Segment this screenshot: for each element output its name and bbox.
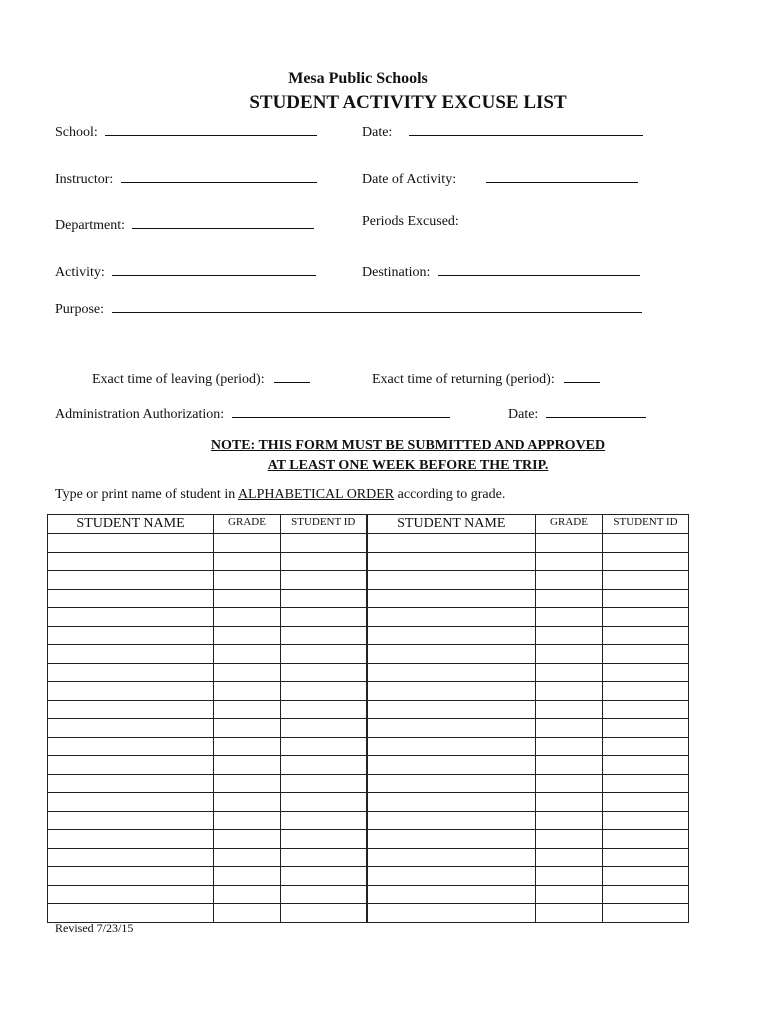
department-input-line[interactable]: [132, 214, 314, 229]
destination-field: [362, 261, 640, 281]
student-name-cell[interactable]: [367, 830, 536, 849]
date-of-activity-input-line[interactable]: [486, 168, 638, 183]
table-row: [48, 756, 689, 775]
student-id-cell[interactable]: [603, 756, 689, 775]
student-id-cell[interactable]: [603, 867, 689, 886]
activity-label: Activity:: [55, 265, 105, 280]
grade-cell[interactable]: [536, 885, 603, 904]
grade-cell[interactable]: [214, 663, 281, 682]
table-row: [48, 811, 689, 830]
grade-cell[interactable]: [536, 793, 603, 812]
department-label: Department:: [55, 218, 125, 233]
student-name-cell[interactable]: [48, 626, 214, 645]
grade-cell[interactable]: [536, 737, 603, 756]
grade-cell[interactable]: [536, 867, 603, 886]
student-name-cell[interactable]: [48, 719, 214, 738]
student-id-cell[interactable]: [603, 830, 689, 849]
table-row: [48, 793, 689, 812]
student-id-cell[interactable]: [603, 589, 689, 608]
grade-cell[interactable]: [536, 608, 603, 627]
table-row: [48, 885, 689, 904]
grade-cell[interactable]: [214, 774, 281, 793]
submission-note-line2: AT LEAST ONE WEEK BEFORE THE TRIP.: [267, 458, 549, 473]
grade-cell[interactable]: [214, 737, 281, 756]
col-header-student-id-2: STUDENT ID: [603, 515, 689, 534]
table-row: [48, 737, 689, 756]
instructor-label: Instructor:: [55, 172, 114, 187]
student-name-cell[interactable]: [48, 811, 214, 830]
student-name-cell[interactable]: [367, 737, 536, 756]
grade-cell[interactable]: [214, 589, 281, 608]
col-header-grade-2: GRADE: [536, 515, 603, 534]
grade-cell[interactable]: [536, 663, 603, 682]
student-id-cell[interactable]: [281, 737, 367, 756]
student-id-cell[interactable]: [281, 700, 367, 719]
student-name-cell[interactable]: [48, 608, 214, 627]
grade-cell[interactable]: [536, 848, 603, 867]
student-name-cell[interactable]: [48, 793, 214, 812]
table-row: [48, 534, 689, 553]
student-id-cell[interactable]: [281, 885, 367, 904]
school-field: [55, 121, 317, 141]
revised-date: Revised 7/23/15: [55, 921, 134, 935]
grade-cell[interactable]: [214, 571, 281, 590]
grade-cell[interactable]: [214, 904, 281, 923]
student-name-cell[interactable]: [48, 867, 214, 886]
table-row: [48, 904, 689, 923]
student-name-cell[interactable]: [367, 645, 536, 664]
grade-cell[interactable]: [536, 589, 603, 608]
grade-cell[interactable]: [214, 645, 281, 664]
student-id-cell[interactable]: [603, 885, 689, 904]
table-row: [48, 645, 689, 664]
student-name-cell[interactable]: [367, 793, 536, 812]
student-id-cell[interactable]: [603, 626, 689, 645]
grade-cell[interactable]: [536, 756, 603, 775]
student-name-cell[interactable]: [48, 885, 214, 904]
table-row: [48, 682, 689, 701]
student-id-cell[interactable]: [603, 793, 689, 812]
admin-auth-input-line[interactable]: [232, 403, 450, 418]
student-id-cell[interactable]: [281, 682, 367, 701]
table-row: [48, 608, 689, 627]
student-table: [47, 514, 689, 923]
student-id-cell[interactable]: [281, 904, 367, 923]
returning-period-label: Exact time of returning (period):: [372, 372, 555, 387]
grade-cell[interactable]: [214, 626, 281, 645]
date-of-activity-label: Date of Activity:: [362, 172, 457, 187]
student-id-cell[interactable]: [281, 719, 367, 738]
student-name-cell[interactable]: [48, 534, 214, 553]
student-id-cell[interactable]: [603, 645, 689, 664]
grade-cell[interactable]: [536, 534, 603, 553]
table-row: [48, 700, 689, 719]
student-id-cell[interactable]: [281, 774, 367, 793]
student-name-cell[interactable]: [367, 700, 536, 719]
student-name-cell[interactable]: [367, 608, 536, 627]
student-name-cell[interactable]: [367, 626, 536, 645]
grade-cell[interactable]: [214, 867, 281, 886]
grade-cell[interactable]: [214, 830, 281, 849]
grade-cell[interactable]: [214, 700, 281, 719]
student-id-cell[interactable]: [603, 904, 689, 923]
periods-excused-label: Periods Excused:: [362, 214, 459, 229]
leaving-period-label: Exact time of leaving (period):: [92, 372, 265, 387]
leaving-period-field: [92, 368, 310, 388]
student-id-cell[interactable]: [281, 589, 367, 608]
destination-label: Destination:: [362, 265, 431, 280]
table-row: [48, 848, 689, 867]
student-id-cell[interactable]: [281, 663, 367, 682]
student-name-cell[interactable]: [367, 663, 536, 682]
admin-date-field: [508, 403, 646, 423]
student-id-cell[interactable]: [281, 552, 367, 571]
student-name-cell[interactable]: [48, 571, 214, 590]
date-input-line[interactable]: [409, 121, 643, 136]
student-id-cell[interactable]: [281, 608, 367, 627]
student-name-cell[interactable]: [367, 885, 536, 904]
student-id-cell[interactable]: [281, 645, 367, 664]
grade-cell[interactable]: [536, 626, 603, 645]
student-name-cell[interactable]: [48, 552, 214, 571]
student-name-cell[interactable]: [367, 552, 536, 571]
grade-cell[interactable]: [214, 719, 281, 738]
admin-date-label: Date:: [508, 407, 539, 422]
col-header-student-name: STUDENT NAME: [48, 515, 214, 534]
returning-period-input-line[interactable]: [564, 368, 600, 383]
grade-cell[interactable]: [214, 608, 281, 627]
table-header-row: [48, 515, 689, 534]
student-id-cell[interactable]: [603, 848, 689, 867]
table-row: [48, 571, 689, 590]
student-name-cell[interactable]: [48, 589, 214, 608]
student-name-cell[interactable]: [367, 589, 536, 608]
student-id-cell[interactable]: [281, 756, 367, 775]
returning-period-field: [372, 368, 600, 388]
instruction-prefix: Type or print name of student in: [55, 487, 238, 502]
student-name-cell[interactable]: [367, 904, 536, 923]
table-row: [48, 719, 689, 738]
instruction-text: [55, 487, 505, 503]
leaving-period-input-line[interactable]: [274, 368, 310, 383]
student-id-cell[interactable]: [603, 608, 689, 627]
student-name-cell[interactable]: [367, 811, 536, 830]
student-id-cell[interactable]: [603, 774, 689, 793]
student-name-cell[interactable]: [48, 663, 214, 682]
purpose-label: Purpose:: [55, 302, 104, 317]
col-header-student-name-2: STUDENT NAME: [367, 515, 536, 534]
student-name-cell[interactable]: [48, 645, 214, 664]
student-id-cell[interactable]: [603, 552, 689, 571]
table-row: [48, 774, 689, 793]
grade-cell[interactable]: [214, 793, 281, 812]
student-id-cell[interactable]: [603, 534, 689, 553]
date-field: [362, 121, 643, 141]
student-name-cell[interactable]: [367, 756, 536, 775]
department-field: [55, 214, 314, 234]
activity-input-line[interactable]: [112, 261, 316, 276]
student-name-cell[interactable]: [367, 719, 536, 738]
student-name-cell[interactable]: [48, 774, 214, 793]
grade-cell[interactable]: [214, 885, 281, 904]
grade-cell[interactable]: [536, 830, 603, 849]
admin-auth-label: Administration Authorization:: [55, 407, 225, 422]
student-name-cell[interactable]: [48, 904, 214, 923]
grade-cell[interactable]: [536, 700, 603, 719]
student-id-cell[interactable]: [603, 737, 689, 756]
grade-cell[interactable]: [536, 645, 603, 664]
student-id-cell[interactable]: [281, 626, 367, 645]
student-id-cell[interactable]: [603, 700, 689, 719]
student-id-cell[interactable]: [281, 867, 367, 886]
date-of-activity-field: [362, 168, 638, 188]
date-label: Date:: [362, 125, 393, 140]
student-name-cell[interactable]: [48, 756, 214, 775]
grade-cell[interactable]: [214, 682, 281, 701]
organization-name: Mesa Public Schools: [288, 70, 428, 87]
purpose-input-line[interactable]: [112, 298, 642, 313]
col-header-student-id: STUDENT ID: [281, 515, 367, 534]
admin-date-input-line[interactable]: [546, 403, 646, 418]
student-name-cell[interactable]: [48, 848, 214, 867]
student-name-cell[interactable]: [367, 867, 536, 886]
student-name-cell[interactable]: [48, 830, 214, 849]
student-name-cell[interactable]: [367, 534, 536, 553]
form-title: STUDENT ACTIVITY EXCUSE LIST: [249, 92, 567, 113]
student-id-cell[interactable]: [281, 811, 367, 830]
student-name-cell[interactable]: [48, 737, 214, 756]
student-id-cell[interactable]: [281, 534, 367, 553]
student-id-cell[interactable]: [603, 811, 689, 830]
grade-cell[interactable]: [536, 904, 603, 923]
grade-cell[interactable]: [214, 552, 281, 571]
table-row: [48, 626, 689, 645]
grade-cell[interactable]: [214, 534, 281, 553]
table-row: [48, 589, 689, 608]
destination-input-line[interactable]: [438, 261, 640, 276]
school-input-line[interactable]: [105, 121, 317, 136]
instruction-suffix: according to grade.: [394, 487, 506, 502]
student-id-cell[interactable]: [281, 848, 367, 867]
table-row: [48, 867, 689, 886]
purpose-field: [55, 298, 642, 318]
student-name-cell[interactable]: [367, 848, 536, 867]
student-name-cell[interactable]: [367, 571, 536, 590]
submission-note-line1: NOTE: THIS FORM MUST BE SUBMITTED AND APPROVED: [210, 438, 606, 453]
student-name-cell[interactable]: [48, 700, 214, 719]
grade-cell[interactable]: [536, 571, 603, 590]
instruction-emphasis: ALPHABETICAL ORDER: [237, 487, 395, 502]
student-id-cell[interactable]: [603, 571, 689, 590]
grade-cell[interactable]: [214, 756, 281, 775]
grade-cell[interactable]: [214, 811, 281, 830]
grade-cell[interactable]: [536, 811, 603, 830]
grade-cell[interactable]: [536, 774, 603, 793]
student-id-cell[interactable]: [281, 830, 367, 849]
admin-auth-field: [55, 403, 450, 423]
student-name-cell[interactable]: [48, 682, 214, 701]
grade-cell[interactable]: [214, 848, 281, 867]
table-row: [48, 663, 689, 682]
grade-cell[interactable]: [536, 682, 603, 701]
student-id-cell[interactable]: [603, 719, 689, 738]
student-id-cell[interactable]: [603, 682, 689, 701]
col-header-grade: GRADE: [214, 515, 281, 534]
instructor-field: [55, 168, 317, 188]
student-id-cell[interactable]: [281, 571, 367, 590]
grade-cell[interactable]: [536, 552, 603, 571]
grade-cell[interactable]: [536, 719, 603, 738]
school-label: School:: [55, 125, 98, 140]
activity-field: [55, 261, 316, 281]
instructor-input-line[interactable]: [121, 168, 317, 183]
student-name-cell[interactable]: [367, 682, 536, 701]
table-row: [48, 830, 689, 849]
table-row: [48, 552, 689, 571]
student-id-cell[interactable]: [603, 663, 689, 682]
student-id-cell[interactable]: [281, 793, 367, 812]
student-name-cell[interactable]: [367, 774, 536, 793]
